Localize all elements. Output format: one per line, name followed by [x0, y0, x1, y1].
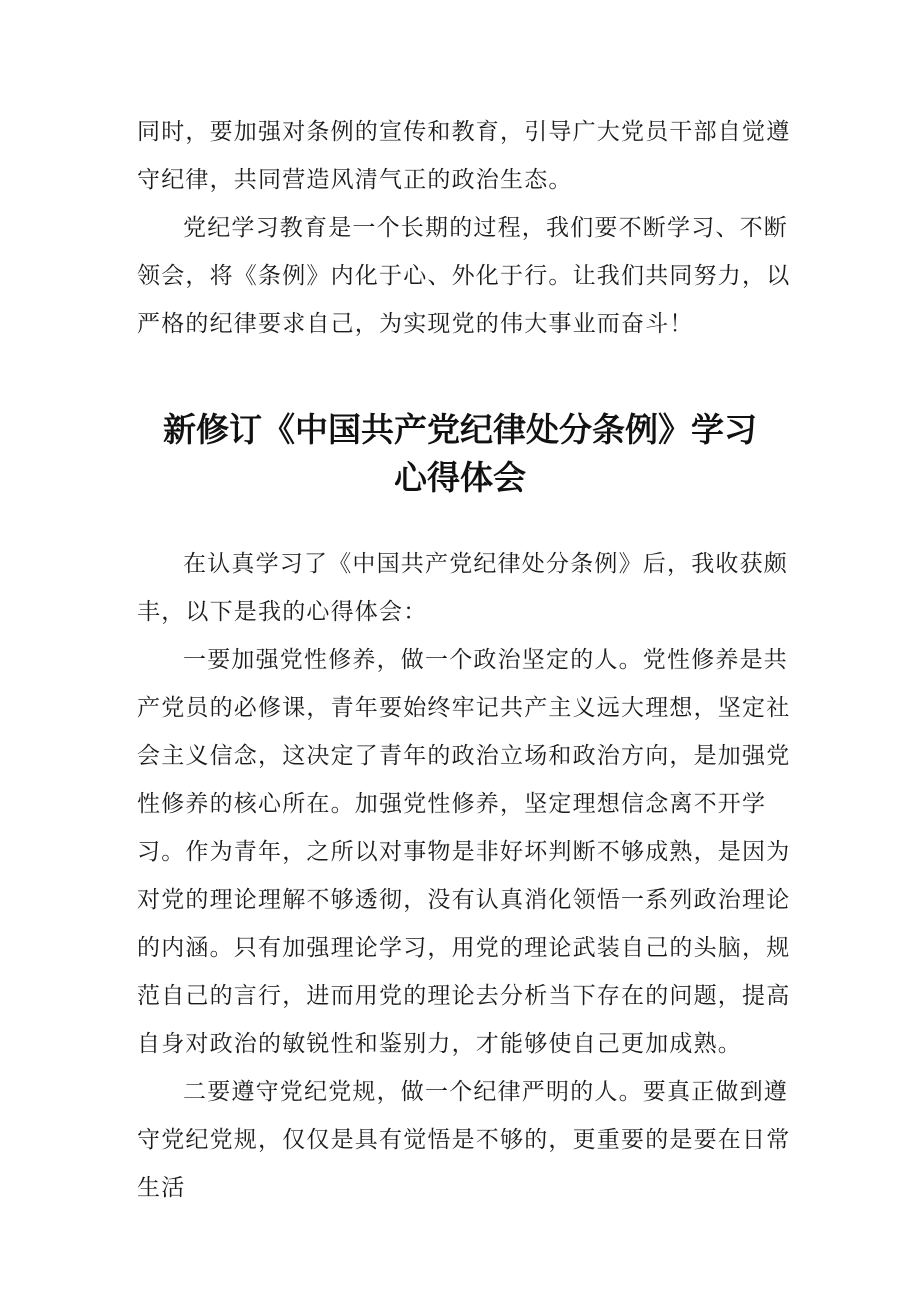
paragraph-two: 二要遵守党纪党规，做一个纪律严明的人。要真正做到遵守党纪党规，仅仅是具有觉悟是不够的，更重要的是要在日常生活	[137, 1079, 791, 1201]
document-title-line-1: 新修订《中国共产党纪律处分条例》学习	[163, 410, 757, 449]
intro-paragraph: 在认真学习了《中国共产党纪律处分条例》后，我收获颇丰，以下是我的心得体会：	[137, 551, 788, 625]
paragraph-one: 一要加强党性修养，做一个政治坚定的人。党性修养是共产党员的必修课，青年要始终牢记共产主义远大理想，坚定社会主义信念，这决定了青年的政治立场和政治方向，是加强党性修养的核心所在。加强党性修养，坚定理想信念离不开学习。作为青年，之所以对事物是非好坏判断不够成熟，是因为对党的理论理解不够透彻，没有认真消化领悟一系列政治理论的内涵。只有加强理论学习，用党的理论武装自己的头脑，规范自己的言行，进而用党的理论去分析当下存在的问题，提高自身对政治的敏锐性和鉴别力，才能够使自己更加成熟。	[137, 647, 791, 1057]
intro-fragment-paragraph: 同时，要加强对条例的宣传和教育，引导广大党员干部自觉遵守纪律，共同营造风清气正的政治生态。	[137, 119, 791, 193]
closing-paragraph: 党纪学习教育是一个长期的过程，我们要不断学习、不断领会，将《条例》内化于心、外化于行。让我们共同努力，以严格的纪律要求自己，为实现党的伟大事业而奋斗！	[137, 215, 791, 337]
document-title-line-2: 心得体会	[394, 458, 526, 497]
